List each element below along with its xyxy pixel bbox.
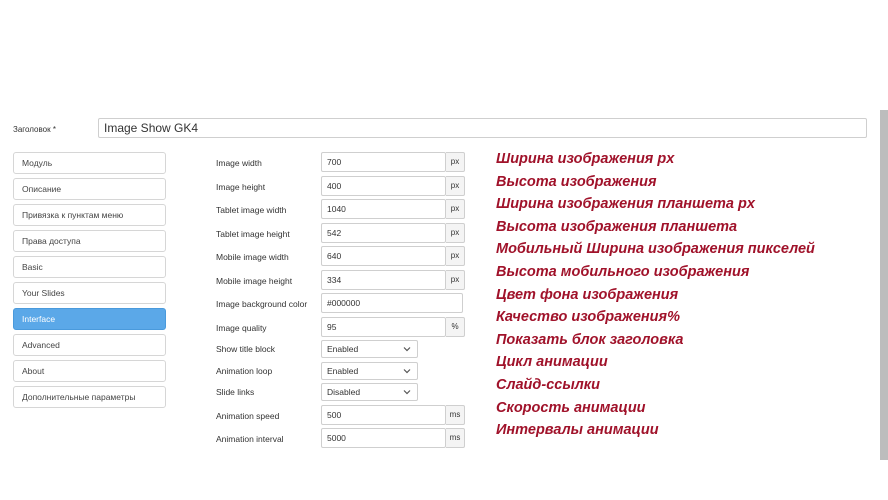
annotation-mobile-image-width: Мобильный Ширина изображения пикселей: [496, 241, 815, 258]
sidebar-item-basic[interactable]: Basic: [13, 256, 166, 278]
annotation-mobile-image-height: Высота мобильного изображения: [496, 263, 750, 280]
annotation-animation-interval: Интервалы анимации: [496, 422, 659, 439]
sidebar: [13, 152, 166, 412]
annotation-image-quality: Качество изображения%: [496, 309, 680, 326]
animation-loop-value: Enabled: [327, 365, 359, 376]
sidebar-item-menu-assignment[interactable]: Привязка к пунктам меню: [13, 204, 166, 226]
annotation-tablet-image-height: Высота изображения планшета: [496, 218, 738, 235]
image-background-color-label: Image background color: [216, 299, 308, 309]
animation-speed-unit: ms: [446, 405, 465, 425]
animation-interval-unit: ms: [446, 428, 465, 448]
sidebar-item-extra-params[interactable]: Дополнительные параметры: [13, 386, 166, 408]
sidebar-item-your-slides[interactable]: Your Slides: [13, 282, 166, 304]
chevron-down-icon: [402, 344, 412, 354]
tablet-image-height-unit: px: [446, 223, 465, 243]
tablet-image-width-unit: px: [446, 199, 465, 219]
animation-speed-label: Animation speed: [216, 410, 280, 421]
image-height-input[interactable]: 400: [321, 176, 446, 196]
image-quality-unit: %: [446, 317, 465, 337]
annotation-show-title-block: Показать блок заголовка: [496, 331, 684, 348]
animation-loop-label: Animation loop: [216, 365, 273, 376]
animation-speed-input[interactable]: 500: [321, 405, 446, 425]
image-width-input[interactable]: 700: [321, 152, 446, 172]
slide-links-label: Slide links: [216, 387, 255, 397]
image-width-label: Image width: [216, 158, 262, 168]
mobile-image-height-unit: px: [446, 270, 465, 290]
sidebar-item-permissions[interactable]: Права доступа: [13, 230, 166, 252]
mobile-image-width-label: Mobile image width: [216, 252, 289, 262]
annotation-animation-loop: Цикл анимации: [496, 354, 608, 371]
image-height-label: Image height: [216, 181, 266, 192]
title-row: [13, 118, 869, 140]
animation-interval-label: Animation interval: [216, 434, 284, 444]
chevron-down-icon: [402, 387, 412, 397]
tablet-image-width-label: Tablet image width: [216, 205, 287, 215]
scrollbar[interactable]: [880, 110, 888, 460]
tablet-image-height-label: Tablet image height: [216, 228, 290, 239]
slide-links-select[interactable]: [321, 383, 418, 401]
mobile-image-height-label: Mobile image height: [216, 275, 293, 286]
show-title-block-value: Enabled: [327, 344, 359, 354]
slide-links-value: Disabled: [327, 387, 361, 397]
image-height-unit: px: [446, 176, 465, 196]
annotation-animation-speed: Скорость анимации: [496, 399, 646, 416]
sidebar-item-advanced[interactable]: Advanced: [13, 334, 166, 356]
title-label: Заголовок *: [13, 125, 56, 134]
show-title-block-label: Show title block: [216, 344, 276, 354]
animation-loop-select[interactable]: [321, 362, 418, 380]
annotation-tablet-image-width: Ширина изображения планшета px: [496, 196, 755, 213]
annotations: [496, 148, 815, 442]
sidebar-item-about[interactable]: About: [13, 360, 166, 382]
chevron-down-icon: [402, 366, 412, 376]
annotation-background-color: Цвет фона изображения: [496, 286, 679, 303]
tablet-image-height-input[interactable]: 542: [321, 223, 446, 243]
tablet-image-width-input[interactable]: 1040: [321, 199, 446, 219]
annotation-image-height: Высота изображения: [496, 173, 657, 190]
animation-interval-input[interactable]: 5000: [321, 428, 446, 448]
sidebar-item-module[interactable]: Модуль: [13, 152, 166, 174]
image-width-unit: px: [446, 152, 465, 172]
show-title-block-select[interactable]: [321, 340, 418, 358]
sidebar-item-interface[interactable]: Interface: [13, 308, 166, 330]
annotation-slide-links: Слайд-ссылки: [496, 376, 600, 393]
mobile-image-width-unit: px: [446, 246, 465, 266]
image-quality-label: Image quality: [216, 322, 267, 333]
annotation-image-width: Ширина изображения px: [496, 151, 675, 167]
mobile-image-height-input[interactable]: 334: [321, 270, 446, 290]
sidebar-item-description[interactable]: Описание: [13, 178, 166, 200]
title-input[interactable]: Image Show GK4: [98, 118, 867, 138]
image-quality-input[interactable]: 95: [321, 317, 446, 337]
image-background-color-input[interactable]: #000000: [321, 293, 463, 313]
mobile-image-width-input[interactable]: 640: [321, 246, 446, 266]
